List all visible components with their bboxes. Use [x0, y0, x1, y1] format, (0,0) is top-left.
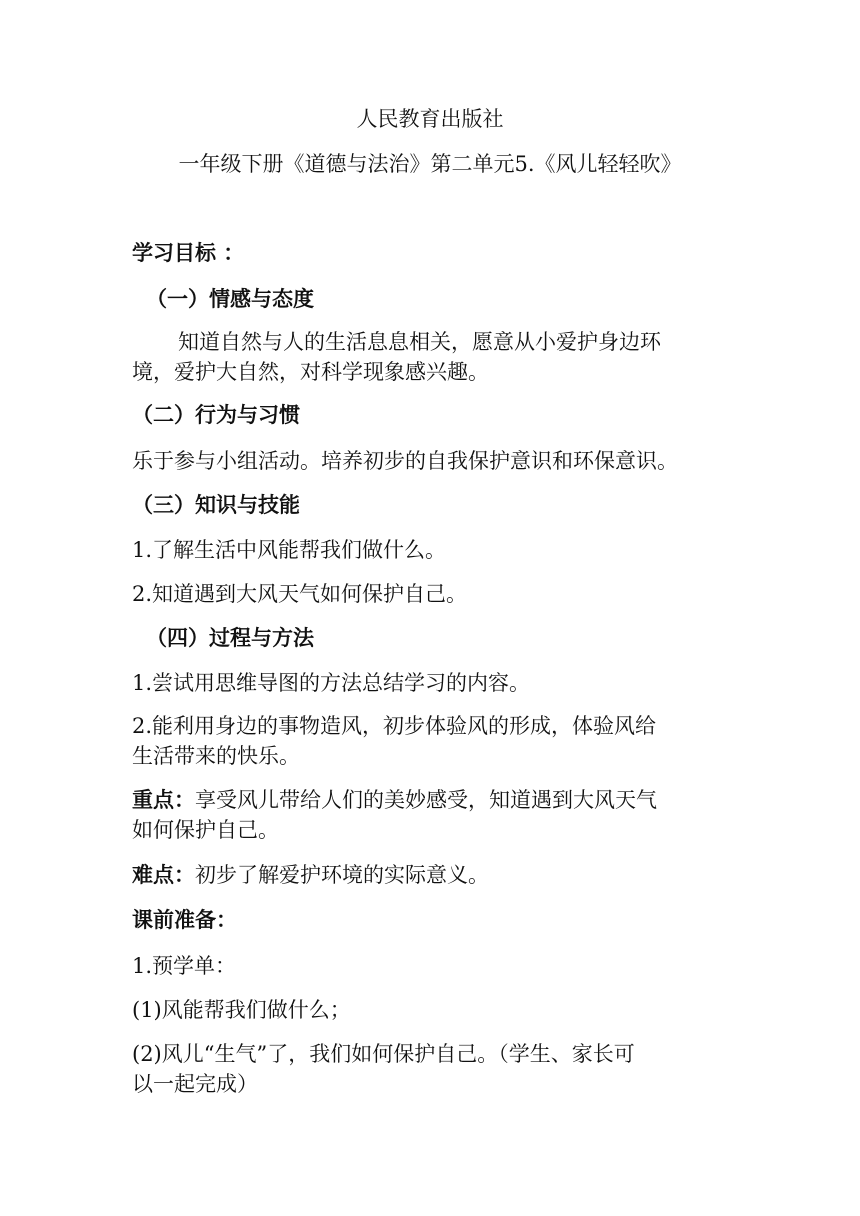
difficult-point-line: [132, 860, 732, 890]
course-title: 一年级下册《道德与法治》第二单元5.《风儿轻轻吹》: [178, 152, 682, 176]
difficult-point-label: 难点：: [132, 863, 195, 887]
section-4-line-2: 2.能利用身边的事物造风，初步体验风的形成，体验风给: [132, 714, 657, 738]
key-point-line-1: [132, 785, 732, 815]
publisher-title: 人民教育出版社: [356, 107, 504, 131]
preparation-heading: 课前准备：: [132, 908, 237, 932]
section-3-line-1: 1.了解生活中风能帮我们做什么。: [132, 538, 447, 562]
section-4-title: （四）过程与方法: [146, 626, 314, 650]
section-3-line-2: 2.知道遇到大风天气如何保护自己。: [132, 582, 468, 606]
section-1-line-1: 知道自然与人的生活息息相关，愿意从小爱护身边环: [178, 330, 661, 354]
preparation-line-1: 1.预学单：: [132, 954, 237, 978]
preparation-line-4: 以一起完成）: [132, 1072, 258, 1096]
key-point-label: 重点：: [132, 788, 195, 812]
section-2-title: （二）行为与习惯: [132, 403, 300, 427]
key-point-text: 享受风儿带给人们的美妙感受，知道遇到大风天气: [195, 788, 657, 812]
preparation-line-3: (2)风儿“生气”了，我们如何保护自己。（学生、家长可: [132, 1042, 635, 1066]
section-3-title: （三）知识与技能: [132, 493, 300, 517]
section-4-line-1: 1.尝试用思维导图的方法总结学习的内容。: [132, 671, 531, 695]
section-1-title: （一）情感与态度: [146, 287, 314, 311]
section-2-line-1: 乐于参与小组活动。培养初步的自我保护意识和环保意识。: [132, 449, 678, 473]
difficult-point-text: 初步了解爱护环境的实际意义。: [195, 863, 489, 887]
preparation-line-2: (1)风能帮我们做什么；: [132, 998, 351, 1022]
key-point-line-2: 如何保护自己。: [132, 818, 279, 842]
section-1-line-2: 境，爱护大自然，对科学现象感兴趣。: [132, 360, 489, 384]
section-4-line-3: 生活带来的快乐。: [132, 744, 300, 768]
objectives-heading: 学习目标 ：: [132, 241, 245, 265]
